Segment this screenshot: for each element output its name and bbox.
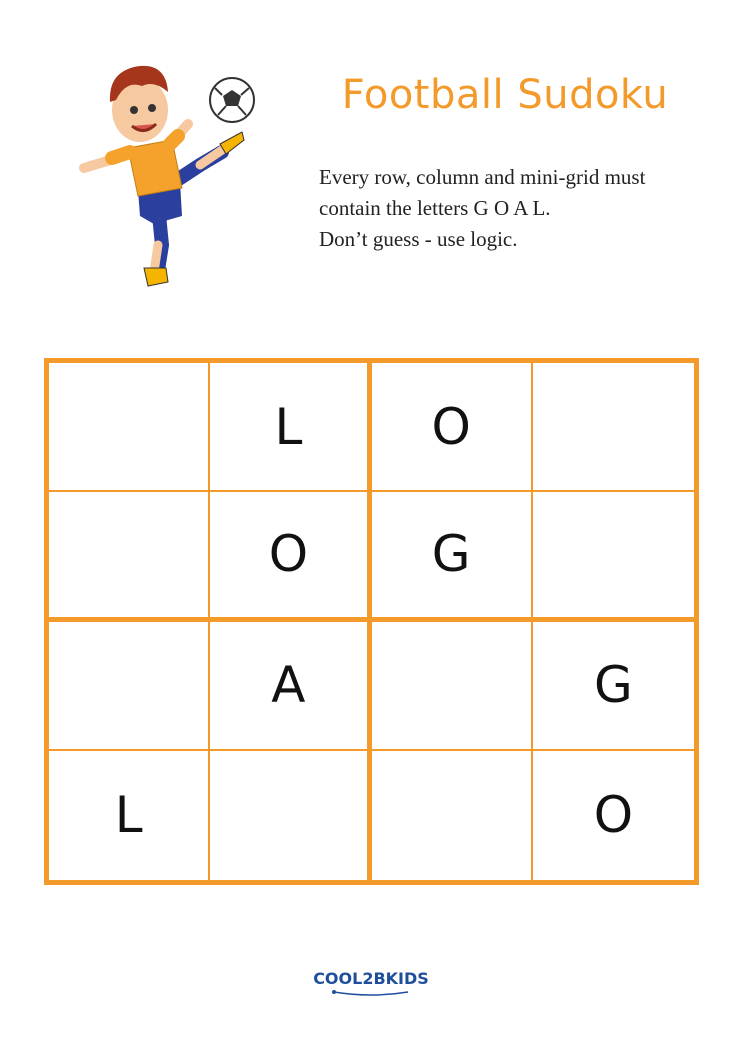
sudoku-cell-r1-c1[interactable]: [49, 363, 210, 492]
sudoku-cell-r2-c4[interactable]: [533, 492, 694, 621]
sudoku-cell-r4-c1[interactable]: L: [49, 751, 210, 880]
page-title: Football Sudoku: [341, 72, 669, 118]
sudoku-cell-r1-c4[interactable]: [533, 363, 694, 492]
instruction-line: Every row, column and mini-grid must: [319, 165, 646, 189]
soccer-ball-icon: [210, 78, 254, 122]
sudoku-cell-r3-c2[interactable]: A: [210, 622, 371, 751]
sudoku-cell-r2-c1[interactable]: [49, 492, 210, 621]
sudoku-cell-r2-c3[interactable]: G: [372, 492, 533, 621]
sudoku-cell-r2-c2[interactable]: O: [210, 492, 371, 621]
sudoku-grid: [44, 358, 699, 885]
cool2bkids-logo: [306, 962, 436, 1002]
instructions: [319, 162, 719, 255]
sudoku-cell-r4-c4[interactable]: O: [593, 786, 634, 845]
logo-text: COOL2BKIDS: [313, 969, 429, 988]
instruction-line: contain the letters G O A L.: [319, 196, 551, 220]
sudoku-cell-r3-c1[interactable]: [49, 622, 210, 751]
soccer-player-illustration: [50, 40, 270, 300]
sudoku-cell-r3-c4[interactable]: G: [533, 622, 694, 751]
sudoku-cell-r4-c2[interactable]: [210, 751, 371, 880]
sudoku-cell-r4-c3[interactable]: [372, 751, 533, 880]
instruction-line: Don’t guess - use logic.: [319, 227, 518, 251]
sudoku-cell-r1-c2[interactable]: L: [210, 363, 371, 492]
sudoku-cell-r3-c3[interactable]: [372, 622, 533, 751]
sudoku-cell-r1-c3[interactable]: O: [372, 363, 533, 492]
